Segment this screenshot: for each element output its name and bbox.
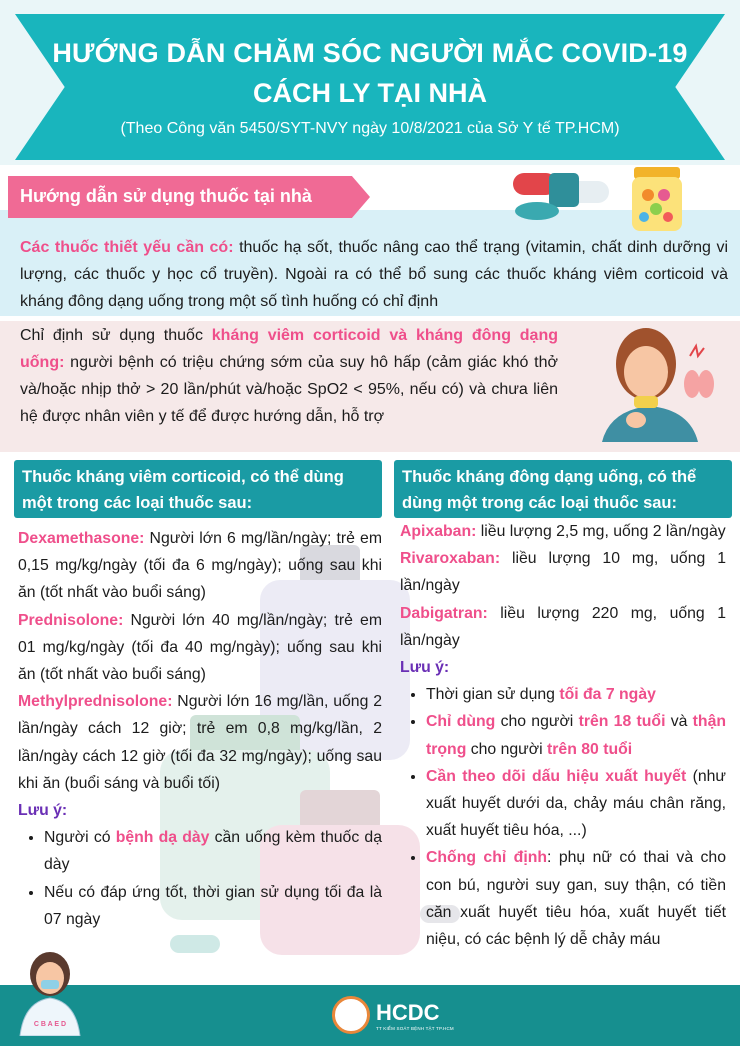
page-subtitle: (Theo Công văn 5450/SYT-NVY ngày 10/8/2021 của Sở Y tế TP.HCM) (120, 120, 620, 137)
note-list (400, 681, 726, 953)
drug-dosage: liều lượng 10 mg, uống 1 lần/ngày (400, 550, 726, 595)
note-highlight: thận trọng (426, 713, 727, 758)
anticoagulant-header: Thuốc kháng đông dạng uống, có thể dùng một trong các loại thuốc sau: (394, 460, 732, 518)
teal-pill-box (549, 173, 579, 207)
drug-item (18, 525, 382, 607)
indication-text: người bệnh có triệu chứng sớm của suy hô hấp (cảm giác khó thở và/hoặc nhịp thở > 20 lần/phút và/hoặc SpO2 < 95%, nếu có) và chưa liên hệ được nhân viên y tế để được hướng dẫn, hỗ trợ (20, 354, 558, 425)
note-text: cho người (466, 740, 548, 758)
note-item (426, 844, 726, 953)
note-text: cần uống kèm thuốc dạ dày (44, 829, 382, 874)
indication-prefix: Chỉ định sử dụng thuốc (20, 327, 212, 344)
note-text: : phụ nữ có thai và cho con bú, người suy gan, suy thận, có tiền căn xuất huyết tiêu hóa, xuất huyết tiết niệu, có các bệnh lý dễ chảy máu (426, 849, 726, 949)
sick-woman-illustration (580, 322, 730, 450)
hcdc-logo-text: HCDC (376, 1000, 440, 1025)
page-title-line1: HƯỚNG DẪN CHĂM SÓC NGƯỜI MẮC COVID-19 (52, 38, 688, 68)
drug-dosage: Người lớn 16 mg/lần, uống 2 lần/ngày cách 12 giờ; trẻ em 0,8 mg/kg/lần, 2 lần/ngày cách 12 giờ (tối đa 32 mg/ngày); uống sau khi ăn (buổi sáng và buổi tối) (18, 693, 382, 792)
note-highlight: trên 18 tuổi (578, 713, 666, 731)
note-text: Người có (44, 829, 116, 847)
note-text: và (665, 713, 693, 731)
note-text: Thời gian sử dụng (426, 686, 560, 704)
note-item (44, 824, 382, 878)
round-tablet (515, 202, 559, 220)
note-list (18, 824, 382, 933)
note-item (426, 763, 726, 845)
note-label: Lưu ý: (18, 802, 68, 820)
essentials-text: thuốc hạ sốt, thuốc nâng cao thể trạng (vitamin, chất dinh dưỡng vi lượng, các thuốc y học cổ truyền). Ngoài ra có thể bổ sung các thuốc kháng viêm corticoid và kháng đông dạng uống trong một số tình huống có chỉ định (20, 239, 729, 310)
corticoid-header: Thuốc kháng viêm corticoid, có thể dùng một trong các loại thuốc sau: (14, 460, 382, 518)
indication-highlight: kháng viêm corticoid và kháng đông dạng uống: (20, 327, 559, 371)
note-highlight: tối đa 7 ngày (559, 686, 656, 704)
drug-name: Dexamethasone: (18, 530, 145, 547)
section-tag-label: Hướng dẫn sử dụng thuốc tại nhà (20, 186, 312, 206)
pills-illustration (505, 163, 615, 225)
vitamin-letters: C B A E D (33, 1021, 67, 1028)
drug-name: Rivaroxaban: (400, 550, 501, 568)
footer-bar (0, 985, 740, 1046)
drug-dosage: Người lớn 40 mg/lần/ngày; trẻ em 01 mg/kg/ngày (tối đa 40 mg/ngày); uống sau khi ăn (tốt nhất vào buổi sáng) (18, 611, 382, 684)
drug-name: Prednisolone: (18, 611, 124, 629)
note-highlight: trên 80 tuổi (547, 740, 633, 758)
doctor-illustration (14, 944, 86, 1036)
drug-item (400, 518, 726, 545)
essentials-label: Các thuốc thiết yếu cần có: (20, 239, 234, 256)
note-highlight: Cần theo dõi dấu hiệu xuất huyết (426, 767, 687, 785)
note-item: • Nếu có đáp ứng tốt, thời gian sử dụng tối đa là 07 ngày (44, 879, 382, 933)
hcdc-logo-subtext: TT KIỂM SOÁT BỆNH TẬT TP.HCM (376, 1026, 454, 1031)
drug-item (400, 545, 726, 599)
page-title-line2: CÁCH LY TẠI NHÀ (252, 78, 488, 108)
note-highlight: Chống chỉ định (426, 849, 548, 867)
note-highlight: Chỉ dùng (426, 713, 496, 731)
drug-dosage: liều lượng 220 mg, uống 1 lần/ngày (400, 604, 726, 649)
drug-dosage: liều lượng 2,5 mg, uống 2 lần/ngày (476, 523, 726, 540)
note-item (426, 708, 726, 762)
note-text: cho người (495, 713, 579, 731)
drug-item (400, 600, 726, 654)
drug-dosage: Người lớn 6 mg/lần/ngày; trẻ em 0,15 mg/kg/ngày (tối đa 6 mg/ngày); uống sau khi ăn (tốt nhất vào buổi sáng) (18, 530, 382, 602)
hcdc-logo-icon (332, 996, 370, 1034)
essentials-paragraph (20, 234, 728, 315)
note-text: (như xuất huyết dưới da, chảy máu chân răng, xuất huyết tiêu hóa, ...) (426, 767, 726, 840)
anticoagulant-column (400, 518, 726, 953)
corticoid-column (18, 525, 382, 933)
note-highlight: bệnh dạ dày (115, 829, 210, 847)
note-item (426, 681, 726, 708)
indication-paragraph (20, 322, 558, 430)
drug-name: Apixaban: (400, 523, 477, 540)
drug-item (18, 688, 382, 797)
note-label: Lưu ý: (400, 659, 450, 677)
drug-name: Dabigatran: (400, 604, 488, 622)
drug-item (18, 607, 382, 689)
drug-name: Methylprednisolone: (18, 693, 173, 711)
vitamin-jar-illustration (628, 165, 686, 233)
